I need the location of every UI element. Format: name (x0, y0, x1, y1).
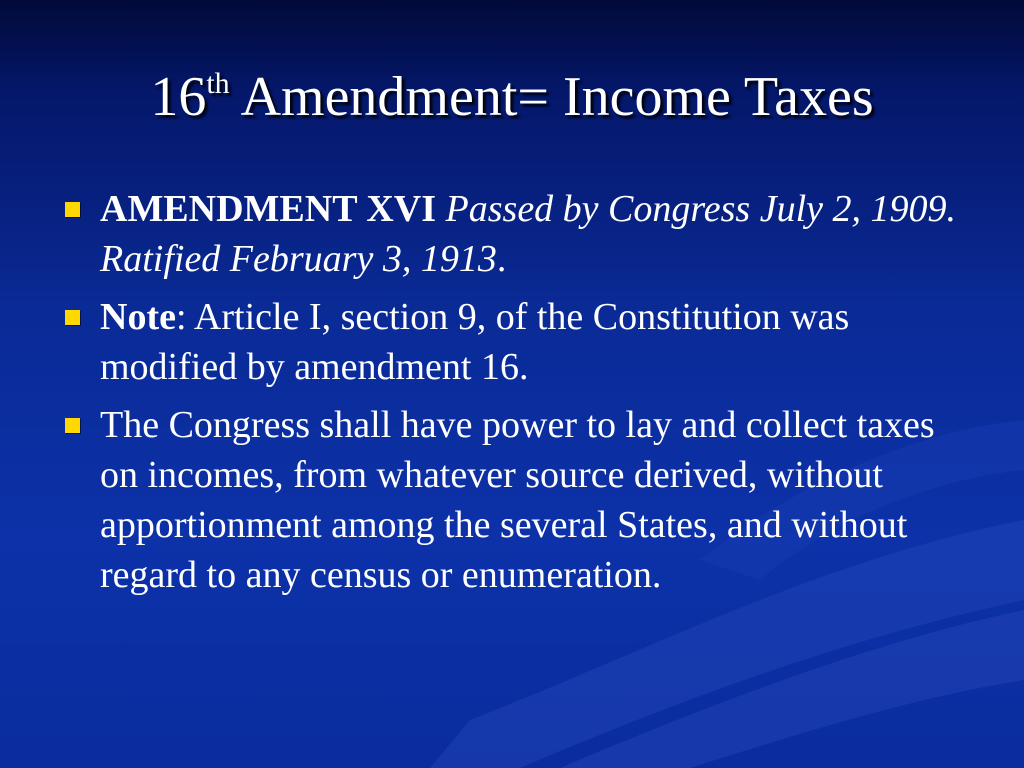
bullet-item-amendment-text (62, 400, 968, 600)
title-superscript: th (206, 67, 230, 100)
yellow-square-bullet-icon (65, 418, 80, 433)
amendment-text: The Congress shall have power to lay and collect taxes on incomes, from whatever source derived, without apportionment among the several States, and without regard to any census or enumeration. (100, 404, 935, 596)
amendment-period: . (496, 238, 507, 280)
yellow-square-bullet-icon (65, 202, 80, 217)
title-rest: Amendment= Income Taxes (229, 66, 874, 128)
amendment-heading: AMENDMENT XVI (100, 188, 437, 230)
title-number: 16 (150, 66, 207, 128)
yellow-square-bullet-icon (65, 310, 80, 325)
bullet-item-note (62, 292, 968, 392)
amendment-dates: Passed by Congress July 2, 1909. Ratified February 3, 1913 (100, 188, 957, 280)
slide-title (0, 62, 1024, 132)
note-label: Note (100, 296, 176, 338)
note-text: : Article I, section 9, of the Constitution was modified by amendment 16. (100, 296, 850, 388)
bullet-item-amendment (62, 184, 968, 284)
bullet-list (62, 184, 968, 608)
